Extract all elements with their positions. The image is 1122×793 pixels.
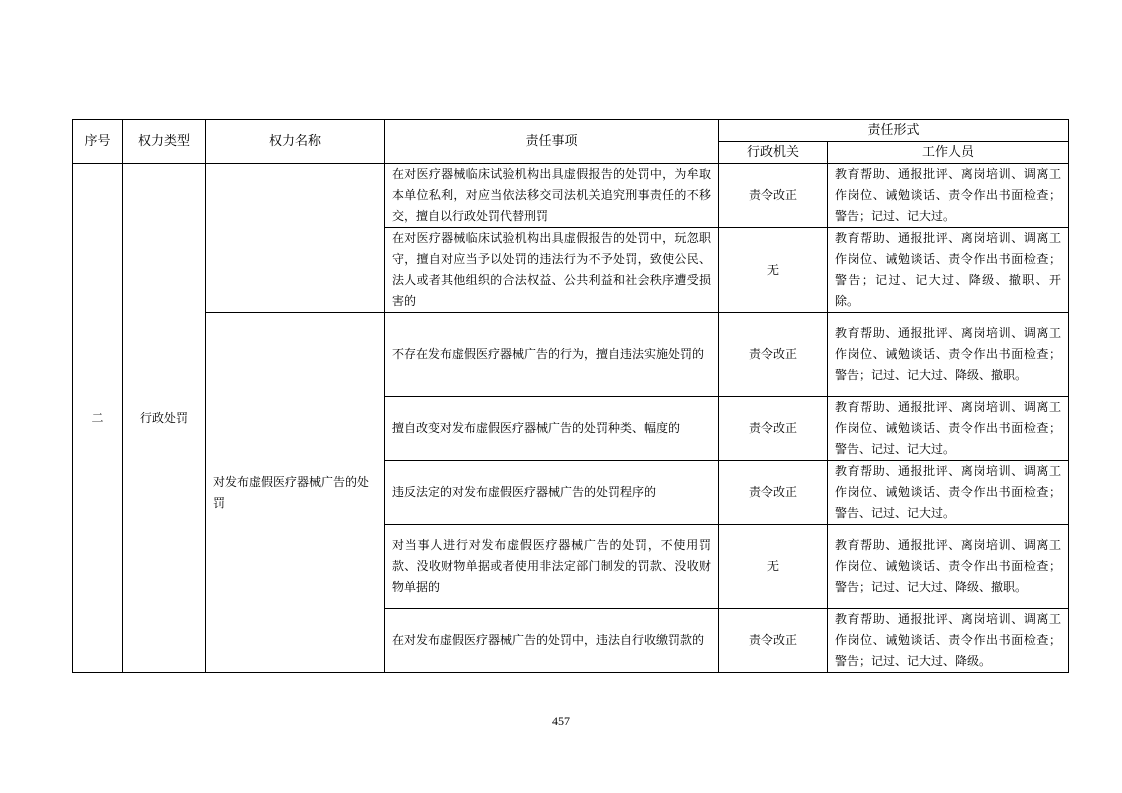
staff-cell: 教育帮助、通报批评、离岗培训、调离工作岗位、诫勉谈话、责令作出书面检查；警告；记过、记大过、降级。: [828, 609, 1069, 673]
staff-cell: 教育帮助、通报批评、离岗培训、调离工作岗位、诫勉谈话、责令作出书面检查；警告；记过、记大过、降级、撤职。: [828, 525, 1069, 609]
staff-cell: 教育帮助、通报批评、离岗培训、调离工作岗位、诫勉谈话、责令作出书面检查；警告、记过、记大过。: [828, 461, 1069, 525]
header-staff: 工作人员: [828, 142, 1069, 164]
power-name-cell-1: [206, 164, 385, 313]
admin-org-cell: 责令改正: [719, 397, 828, 461]
admin-org-cell: 无: [719, 525, 828, 609]
duty-item-cell: 对当事人进行对发布虚假医疗器械广告的处罚，不使用罚款、没收财物单据或者使用非法定部门制发的罚款、没收财物单据的: [385, 525, 719, 609]
staff-cell: 教育帮助、通报批评、离岗培训、调离工作岗位、诫勉谈话、责令作出书面检查；警告、记过、记大过。: [828, 397, 1069, 461]
admin-org-cell: 责令改正: [719, 313, 828, 397]
duty-item-cell: 在对医疗器械临床试验机构出具虚假报告的处罚中，玩忽职守，擅自对应当予以处罚的违法行为不予处罚，致使公民、法人或者其他组织的合法权益、公共利益和社会秩序遭受损害的: [385, 228, 719, 313]
table-row: [73, 164, 1069, 228]
duty-item-cell: 不存在发布虚假医疗器械广告的行为，擅自违法实施处罚的: [385, 313, 719, 397]
staff-cell: 教育帮助、通报批评、离岗培训、调离工作岗位、诫勉谈话、责令作出书面检查；警告；记过、记大过。: [828, 164, 1069, 228]
admin-org-cell: 责令改正: [719, 609, 828, 673]
admin-org-cell: 责令改正: [719, 164, 828, 228]
staff-cell: 教育帮助、通报批评、离岗培训、调离工作岗位、诫勉谈话、责令作出书面检查；警告；记过、记大过、降级、撤职、开除。: [828, 228, 1069, 313]
header-seq: 序号: [73, 120, 123, 164]
header-duty-item: 责任事项: [385, 120, 719, 164]
duty-item-cell: 违反法定的对发布虚假医疗器械广告的处罚程序的: [385, 461, 719, 525]
admin-org-cell: 责令改正: [719, 461, 828, 525]
responsibility-table: [72, 119, 1069, 673]
admin-org-cell: 无: [719, 228, 828, 313]
duty-item-cell: 在对医疗器械临床试验机构出具虚假报告的处罚中，为牟取本单位私利，对应当依法移交司法机关追究刑事责任的不移交，擅自以行政处罚代替刑罚: [385, 164, 719, 228]
duty-item-cell: 在对发布虚假医疗器械广告的处罚中，违法自行收缴罚款的: [385, 609, 719, 673]
power-name-cell-2: 对发布虚假医疗器械广告的处罚: [206, 313, 385, 673]
page-number: 457: [552, 714, 570, 728]
header-power-type: 权力类型: [123, 120, 206, 164]
staff-cell: 教育帮助、通报批评、离岗培训、调离工作岗位、诫勉谈话、责令作出书面检查；警告；记过、记大过、降级、撤职。: [828, 313, 1069, 397]
power-type-cell: 行政处罚: [123, 164, 206, 673]
header-power-name: 权力名称: [206, 120, 385, 164]
duty-item-cell: 擅自改变对发布虚假医疗器械广告的处罚种类、幅度的: [385, 397, 719, 461]
header-admin-org: 行政机关: [719, 142, 828, 164]
table-row: [73, 313, 1069, 397]
seq-cell: 二: [73, 164, 123, 673]
header-duty-form: 责任形式: [719, 120, 1069, 142]
